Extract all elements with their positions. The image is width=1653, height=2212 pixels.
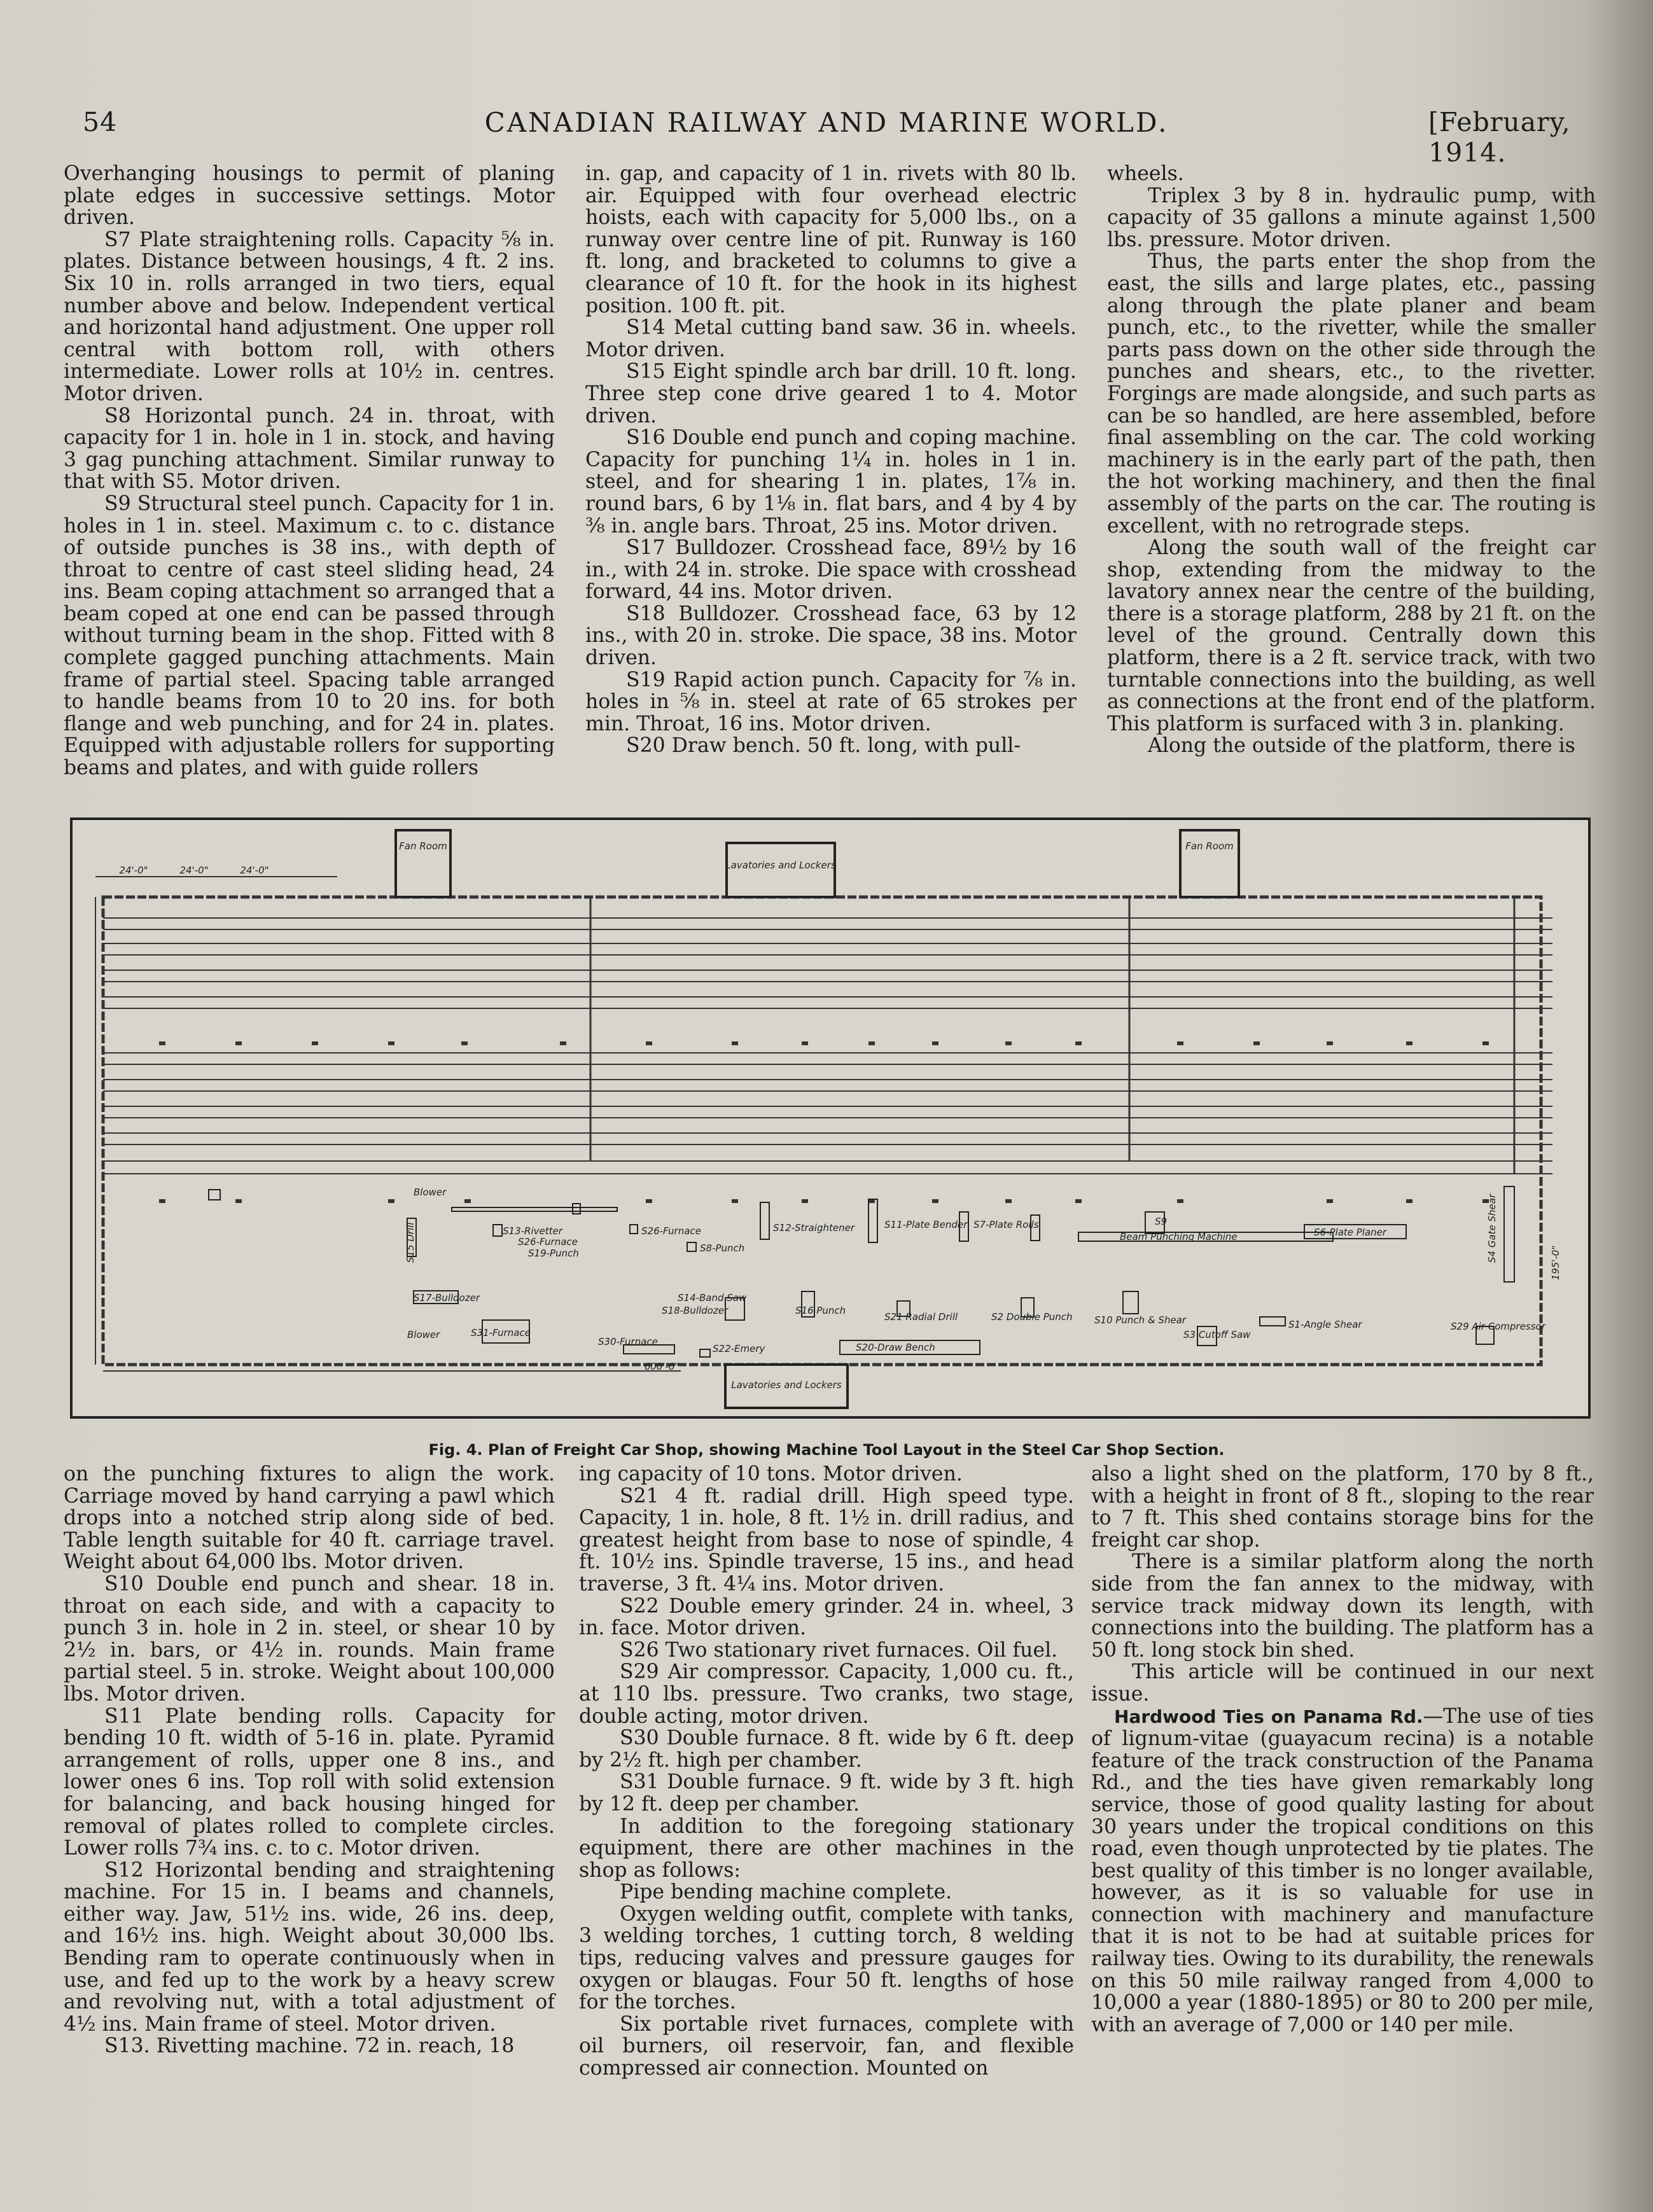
paragraph: S8 Horizontal punch. 24 in. throat, with capacity for 1 in. hole in 1 in. stock, and having 3 gag punching attachment. Similar runway to that with S5. Motor driven. [64,404,555,494]
paragraph: S10 Double end punch and shear. 18 in. throat on each side, and with a capacity to punch 3 in. hole in 2 in. steel, or shear 10 by 2½ in. bars, or 4½ in. rounds. Main frame partial steel. 5 in. stroke. Weight about 100,000 lbs. Motor driven. [64,1572,555,1706]
paragraph: Oxygen welding outfit, complete with tanks, 3 welding torches, 1 cutting torch, 8 welding tips, reducing valves and pressure gauges for oxygen or blaugas. Four 50 ft. lengths of hose for the torches. [579,1902,1074,2014]
label-s11: S11-Plate Bender [884,1219,968,1230]
figure-caption: Fig. 4. Plan of Freight Car Shop, showing Machine Tool Layout in the Steel Car Shop Section. [428,1441,1225,1459]
label-s7: S7-Plate Rolls [973,1219,1039,1230]
label-fan-room-east: Fan Room [1185,840,1234,852]
label-lavatories-north: Lavatories and Lockers [725,859,836,871]
column-top-1 [64,163,555,779]
paragraph: This article will be continued in our next issue. [1091,1660,1594,1706]
paragraph: S20 Draw bench. 50 ft. long, with pull- [626,734,1021,758]
column-bottom-1 [64,1463,555,2057]
column-top-2 [585,163,1077,757]
label-s15: S15 Drill [405,1222,416,1263]
label-s13: S13-Rivetter [503,1225,562,1237]
label-lavatories-south: Lavatories and Lockers [731,1379,842,1391]
paragraph: In addition to the foregoing stationary equipment, there are other machines in the shop as follows: [579,1814,1074,1882]
label-s9-number: S9 [1155,1216,1168,1227]
label-s26a: S26-Furnace [518,1236,578,1248]
label-s18: S18-Bulldozer [662,1305,729,1316]
paragraph: S14 Metal cutting band saw. 36 in. wheels. Motor driven. [585,316,1077,361]
label-dim-600: 600'-0" [644,1361,680,1372]
label-s14: S14-Band Saw [678,1292,747,1304]
label-s19: S19-Punch [528,1248,579,1259]
label-s1: S1-Angle Shear [1288,1319,1362,1330]
paragraph: S19 Rapid action punch. Capacity for ⅞ in. holes in ⅝ in. steel at rate of 65 strokes per min. Throat, 16 ins. Motor driven. [585,668,1077,735]
label-fan-room-west: Fan Room [399,840,447,852]
paragraph: S12 Horizontal bending and straightening machine. For 15 in. I beams and channels, either way. Jaw, 51½ ins. wide, 26 ins. deep, and 16½ ins. high. Weight about 30,000 lbs. Bending ram to operate continuously when in use, and fed up to the work by a heavy screw and revolving nut, with a total adjustment of 4½ ins. Main frame of steel. Motor driven. [64,1858,555,2036]
paragraph: There is a similar platform along the north side from the fan annex to the midway, with service track midway down its length, with connections into the building. The platform has a 50 ft. long stock bin shed. [1091,1550,1594,1662]
paragraph: S11 Plate bending rolls. Capacity for bending 10 ft. width of 5-16 in. plate. Pyramid arrangement of rolls, upper one 8 ins., and lower ones 6 ins. Top roll with solid extension for balancing, and back housing hinged for removal of plates rolled to complete circles. Lower rolls 7¾ ins. c. to c. Motor driven. [64,1704,555,1860]
label-s29: S29 Air Compressor [1451,1321,1545,1332]
paragraph: Thus, the parts enter the shop from the east, the sills and large plates, etc., passing along through the plate planer and beam punch, etc., to the rivetter, while the smaller parts pass down on the other side through the punches and shears, etc., to the rivetter. Forgings are made alongside, and such parts as can be so handled, are here assembled, before final assembling on the car. The cold working machinery is in the early part of the path, then the hot working machinery, and then the final assembly of the parts on the car. The routing is excellent, with no retrograde steps. [1107,250,1596,538]
label-dim-24-c: 24'-0" [240,865,269,876]
paragraph: S15 Eight spindle arch bar drill. 10 ft. long. Three step cone drive geared 1 to 4. Motor driven. [585,360,1077,428]
page-number: 54 [83,107,118,137]
plan-drawing [70,817,1591,1419]
column-bottom-2 [579,1463,1074,2080]
paragraph: S30 Double furnace. 8 ft. wide by 6 ft. deep by 2½ ft. high per chamber. [579,1727,1074,1772]
label-s22: S22-Emery [713,1343,765,1354]
paragraph: in. gap, and capacity of 1 in. rivets with 80 lb. air. Equipped with four overhead electric hoists, each with capacity for 5,000 lbs., on a runway over centre line of pit. Runway is 160 ft. long, and bracketed to columns to give a clearance of 10 ft. for the hook in its highest position. 100 ft. pit. [585,162,1077,317]
paragraph: S7 Plate straightening rolls. Capacity ⅝ in. plates. Distance between housings, 4 ft. 2 ins. Six 10 in. rolls arranged in two tiers, equal number above and below. Independent vertical and horizontal hand adjustment. One upper roll central with bottom roll, with others intermediate. Lower rolls at 10½ in. centres. Motor driven. [64,228,555,405]
column-top-3 [1107,163,1596,757]
paragraph: Overhanging housings to permit of planing plate edges in successive settings. Motor driven. [64,162,555,230]
paragraph [1091,1706,1594,2036]
label-s2: S2 Double Punch [991,1311,1073,1323]
label-s16: S16 Punch [795,1305,846,1316]
column-bottom-3 [1091,1463,1594,2036]
label-dim-24-a: 24'-0" [119,865,148,876]
paragraph: S26 Two stationary rivet furnaces. Oil fuel. [620,1638,1058,1662]
label-s8: S8-Punch [700,1242,745,1254]
label-s4: S4 Gate Shear [1486,1193,1498,1263]
paragraph: S21 4 ft. radial drill. High speed type. Capacity, 1 in. hole, 8 ft. 1½ in. drill radius, and greatest height from base to nose of spindle, 4 ft. 10½ ins. Spindle traverse, 15 ins., and head traverse, 3 ft. 4¼ ins. Motor driven. [579,1484,1074,1596]
paragraph: S16 Double end punch and coping machine. Capacity for punching 1¼ in. holes in 1 in. steel, and for shearing 1 in. plates, 1⅞ in. round bars, 6 by 1⅛ in. flat bars, and 4 by 4 by ⅜ in. angle bars. Throat, 25 ins. Motor driven. [585,426,1077,538]
paragraph: S18 Bulldozer. Crosshead face, 63 by 12 ins., with 20 in. stroke. Die space, 38 ins. Motor driven. [585,602,1077,670]
label-blower-top: Blower [414,1186,447,1198]
paragraph-heading: Hardwood Ties on Panama Rd. [1114,1706,1423,1727]
paragraph: Triplex 3 by 8 in. hydraulic pump, with capacity of 35 gallons a minute against 1,500 lbs. pressure. Motor driven. [1107,184,1596,251]
paragraph: Six portable rivet furnaces, complete with oil burners, oil reservoir, fan, and flexible compressed air connection. Mounted on [579,2012,1074,2080]
paragraph: Along the outside of the platform, there is [1148,734,1575,758]
paragraph: S22 Double emery grinder. 24 in. wheel, 3 in. face. Motor driven. [579,1594,1074,1640]
journal-title: CANADIAN RAILWAY AND MARINE WORLD. [484,107,1169,138]
label-s20: S20-Draw Bench [856,1342,935,1353]
paragraph: wheels. [1107,162,1184,185]
label-s30: S30-Furnace [598,1336,658,1347]
paragraph: Pipe bending machine complete. [620,1881,952,1904]
paragraph-text: —The use of ties of lignum-vitae (guayacum recina) is a notable feature of the track construction of the Panama Rd., and the ties have given remarkably long service, those of good quality lasting for about 30 years under the tropical conditions on this road, even though unprotected by tie plates. The best quality of this timber is no longer available, however, as it is so valuable for use in connection with machinery and manufacture that it is not to be had at suitable prices for railway ties. Owing to its durability, the renewals on this 50 mile railway ranged from 4,000 to 10,000 a year (1880-1895) or 80 to 200 per mile, with an average of 7,000 or 140 per mile. [1091,1704,1594,2036]
label-s3: S3 Cutoff Saw [1183,1329,1251,1340]
paragraph: S13. Rivetting machine. 72 in. reach, 18 [104,2035,515,2058]
freight-car-shop-plan [70,817,1591,1419]
paragraph: also a light shed on the platform, 170 by 8 ft., with a height in front of 8 ft., sloping to the rear to 7 ft. This shed contains storage bins for the freight car shop. [1091,1463,1594,1552]
label-blower-bottom: Blower [407,1329,440,1340]
paragraph: Along the south wall of the freight car shop, extending from the midway to the lavatory annex near the centre of the building, there is a storage platform, 288 by 21 ft. on the level of the ground. Centrally down this platform, there is a 2 ft. service track, with two turntable connections into the building, as well as connections at the front end of the platform. This platform is surfaced with 3 in. planking. [1107,536,1596,735]
label-s21: S21 Radial Drill [884,1311,958,1323]
label-s31: S31-Furnace [471,1327,531,1339]
paragraph: ing capacity of 10 tons. Motor driven. [579,1463,963,1485]
label-s6: S6-Plate Planer [1314,1227,1387,1238]
issue-date: [February, 1914. [1428,107,1571,168]
paragraph: S9 Structural steel punch. Capacity for 1 in. holes in 1 in. steel. Maximum c. to c. distance of outside punches is 38 ins., with depth of throat to centre of cast steel sliding head, 24 ins. Beam coping attachment so arranged that a beam coped at one end can be passed through without turning beam in the shop. Fitted with 8 complete gagged punching attachments. Main frame of partial steel. Spacing table arranged to handle beams from 10 to 20 ins. for both flange and web punching, and for 24 in. plates. Equipped with adjustable rollers for supporting beams and plates, and with guide rollers [64,492,555,780]
label-s10: S10 Punch & Shear [1094,1314,1187,1326]
label-dim-24-b: 24'-0" [179,865,209,876]
paragraph: S31 Double furnace. 9 ft. wide by 3 ft. high by 12 ft. deep per chamber. [579,1770,1074,1816]
label-s26b: S26-Furnace [641,1225,701,1237]
label-s9: Beam Punching Machine [1120,1231,1238,1242]
label-dim-195: 195'-0" [1550,1245,1561,1281]
label-s12: S12-Straightener [773,1222,854,1234]
label-s17: S17-Bulldozer [414,1292,480,1304]
paragraph: S17 Bulldozer. Crosshead face, 89½ by 16 in., with 24 in. stroke. Die space with crosshead forward, 44 ins. Motor driven. [585,536,1077,604]
paragraph: on the punching fixtures to align the work. Carriage moved by hand carrying a pawl which drops into a notched strip along side of bed. Table length suitable for 40 ft. carriage travel. Weight about 64,000 lbs. Motor driven. [64,1463,555,1574]
paragraph: S29 Air compressor. Capacity, 1,000 cu. ft., at 110 lbs. pressure. Two cranks, two stage, double acting, motor driven. [579,1660,1074,1728]
